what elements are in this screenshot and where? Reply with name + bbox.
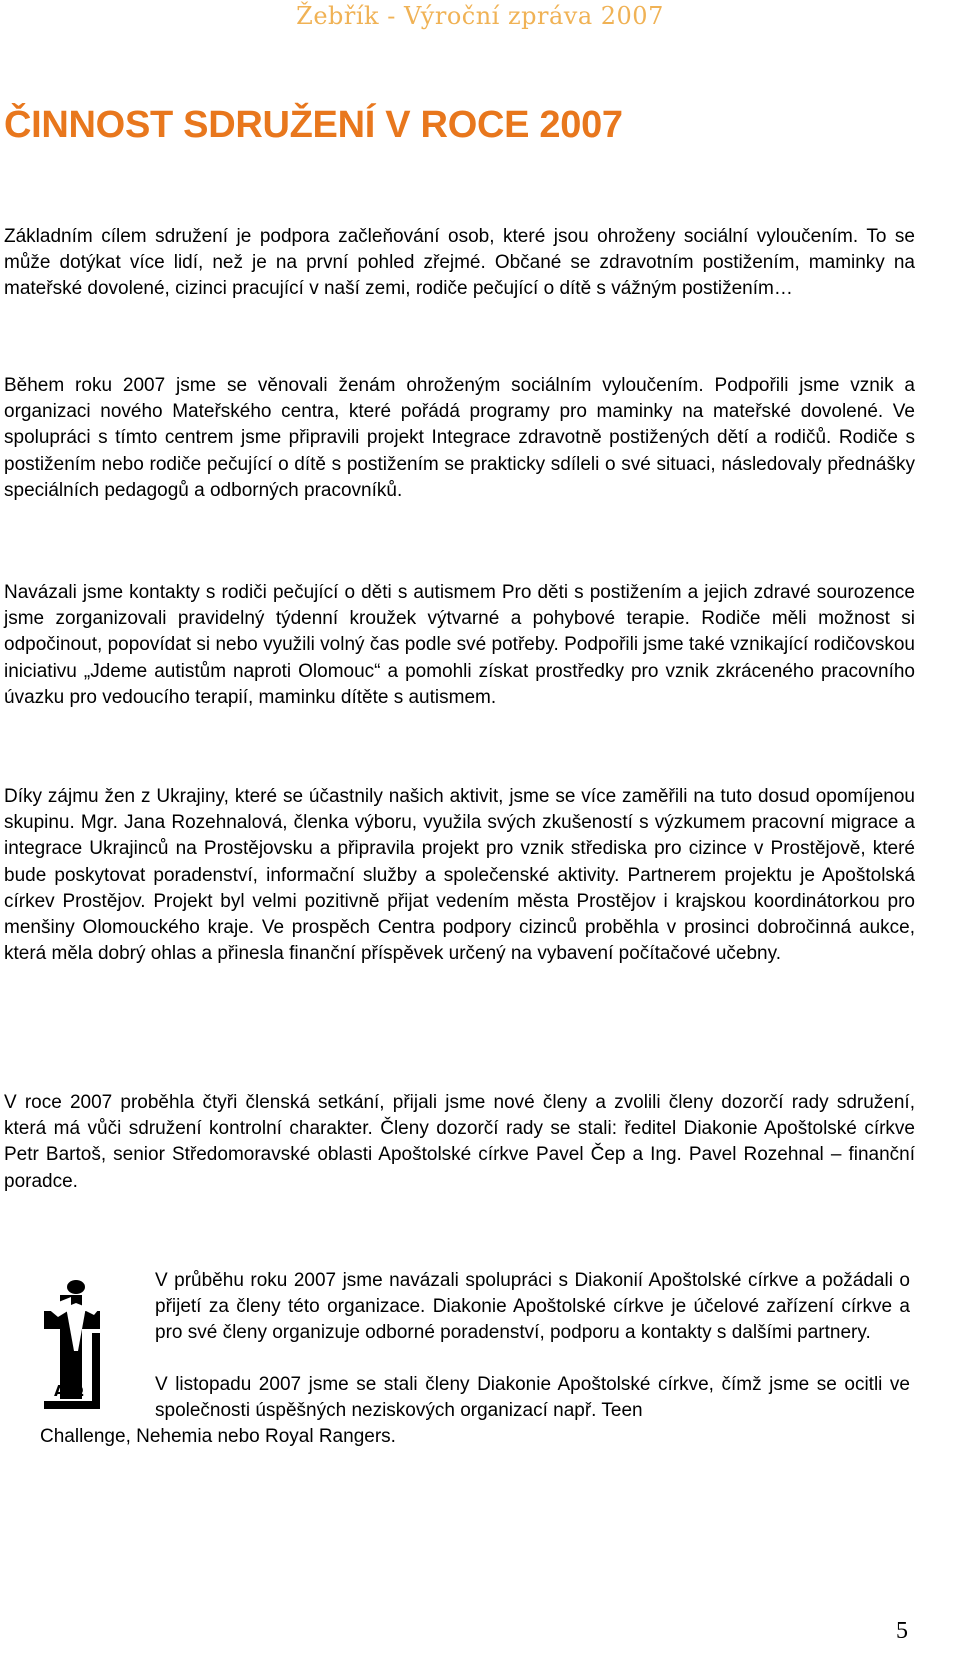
paragraph-ukraine: Díky zájmu žen z Ukrajiny, které se účastnily našich aktivit, jsme se více zaměřili na tuto dosud opomíjenou skupinu. Mgr. Jana Rozehnalová, členka výboru, využila svých zkušeností s výzkumem pracovní migrace a integrace Ukrajinců na Prostějovsku a připravila projekt pro vznik střediska pro cizince v Prostějově, které bude poskytovat poradenství, informační služby a společenské aktivity. Partnerem projektu je Apoštolská církev Prostějov. Projekt byl velmi pozitivně přijat vedením města Prostějov i krajskou koordinátorkou pro menšiny Olomouckého kraje. Ve prospěch Centra podpory cizinců proběhla v prosinci dobročinná aukce, která měla dobrý ohlas a přinesla finanční příspěvek určený na vybavení počítačové učebny. — [4, 786, 915, 965]
diakonie-dove-cross-logo-icon — [42, 1273, 112, 1413]
paragraph-members: V roce 2007 proběhla čtyři členská setkání, přijali jsme nové členy a zvolili členy dozorčí rady sdružení, která má vůči sdružení kontrolní charakter. Členy dozorčí rady se stali: ředitel Diakonie Apoštolské církve Petr Bartoš, senior Středomoravské oblasti Apoštolské církve Pavel Čep a Ing. Pavel Rozehnal – finanční poradce. — [4, 1092, 915, 1192]
running-header: Žebřík - Výroční zpráva 2007 — [296, 2, 664, 30]
page-number: 5 — [896, 1618, 908, 1644]
paragraph-diakonie-membership: V listopadu 2007 jsme se stali členy Diakonie Apoštolské církve, čímž jsme se ocitli ve společnosti úspěšných neziskových organizací např. Teen — [155, 1374, 910, 1422]
paragraph-diakonie-cooperation: V průběhu roku 2007 jsme navázali spolupráci s Diakonií Apoštolské církve a požádali o přijetí za členy této organizace. Diakonie Apoštolské církve je účelové zařízení církve a pro své členy organizuje odborné poradenství, podporu a kontakty s dalšími partnery. — [155, 1270, 910, 1344]
paragraph-maternity-center: Během roku 2007 jsme se věnovali ženám ohroženým sociálním vyloučením. Podpořili jsme vznik a organizaci nového Mateřského centra, které pořádá programy pro maminky na mateřské dovolené. Ve spolupráci s tímto centrem jsme připravili projekt Integrace zdravotně postižených dětí a rodičů. Rodiče s postižením nebo rodiče pečující o dítě s postižením se prakticky sdíleli o své situaci, následovaly přednášky speciálních pedagogů a odborných pracovníků. — [4, 375, 915, 501]
logo-letters: A Ω — [54, 1382, 84, 1400]
page-title: ČINNOST SDRUŽENÍ V ROCE 2007 — [4, 104, 623, 146]
paragraph-intro: Základním cílem sdružení je podpora začleňování osob, které jsou ohroženy sociální vyloučením. To se může dotýkat více lidí, než je na první pohled zřejmé. Občané se zdravotním postižením, maminky na mateřské dovolené, cizinci pracující v naší zemi, rodiče pečující o dítě s vážným postižením… — [4, 226, 915, 300]
paragraph-diakonie-membership-continued: Challenge, Nehemia nebo Royal Rangers. — [40, 1426, 396, 1447]
paragraph-autism: Navázali jsme kontakty s rodiči pečující o děti s autismem Pro děti s postižením a jejich zdravé sourozence jsme zorganizovali pravidelný týdenní kroužek výtvarné a pohybové terapie. Rodiče měli možnost si odpočinout, popovídat si nebo využili volný čas podle své potřeby. Podpořili jsme také vznikající rodičovskou iniciativu „Jdeme autistům naproti Olomouc“ a pomohli získat prostředky pro vznik zkráceného pracovního úvazku pro vedoucího terapií, maminku dítěte s autismem. — [4, 582, 915, 708]
